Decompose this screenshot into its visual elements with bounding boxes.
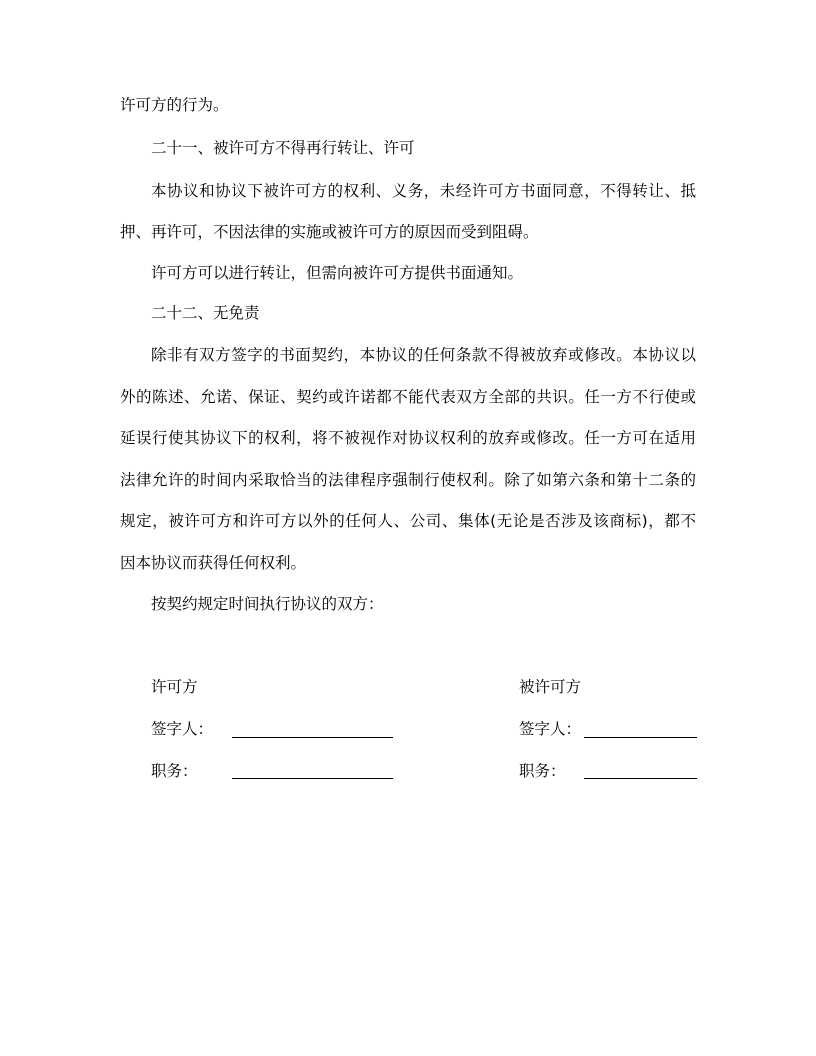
text-line: 本协议和协议下被许可方的权利、义务，未经许可方书面同意，不得转让、抵 <box>151 182 696 200</box>
section-heading: 二十一、被许可方不得再行转让、许可 <box>151 139 415 157</box>
text-line: 按契约规定时间执行协议的双方： <box>151 595 384 613</box>
text-line: 许可方可以进行转让，但需向被许可方提供书面通知。 <box>151 264 524 282</box>
licensee-signer-line <box>584 737 697 738</box>
text-line: 因本协议而获得任何权利。 <box>120 554 307 572</box>
licensor-title-label: 职务： <box>151 762 198 780</box>
text-line: 押、再许可，不因法律的实施或被许可方的原因而受到阻碍。 <box>120 223 539 241</box>
licensee-title-label: 职务： <box>519 762 566 780</box>
licensor-signer-line <box>232 737 393 738</box>
text-line: 规定，被许可方和许可方以外的任何人、公司、集体(无论是否涉及该商标)，都不 <box>120 512 696 530</box>
text-line: 外的陈述、允诺、保证、契约或许诺都不能代表双方全部的共识。任一方不行使或 <box>120 388 696 406</box>
section-heading: 二十二、无免责 <box>151 304 260 322</box>
licensee-signer-label: 签字人： <box>519 720 582 738</box>
licensee-title-line <box>584 778 697 779</box>
text-line: 法律允许的时间内采取恰当的法律程序强制行使权利。除了如第六条和第十二条的 <box>120 471 696 489</box>
licensor-title-line <box>232 778 393 779</box>
licensor-party-label: 许可方 <box>151 678 198 696</box>
licensor-signer-label: 签字人： <box>151 720 214 738</box>
text-line: 许可方的行为。 <box>120 96 229 114</box>
text-line: 延误行使其协议下的权利，将不被视作对协议权利的放弃或修改。任一方可在适用 <box>120 429 696 447</box>
text-line: 除非有双方签字的书面契约，本协议的任何条款不得被放弃或修改。本协议以 <box>151 346 696 364</box>
licensee-party-label: 被许可方 <box>519 678 582 696</box>
